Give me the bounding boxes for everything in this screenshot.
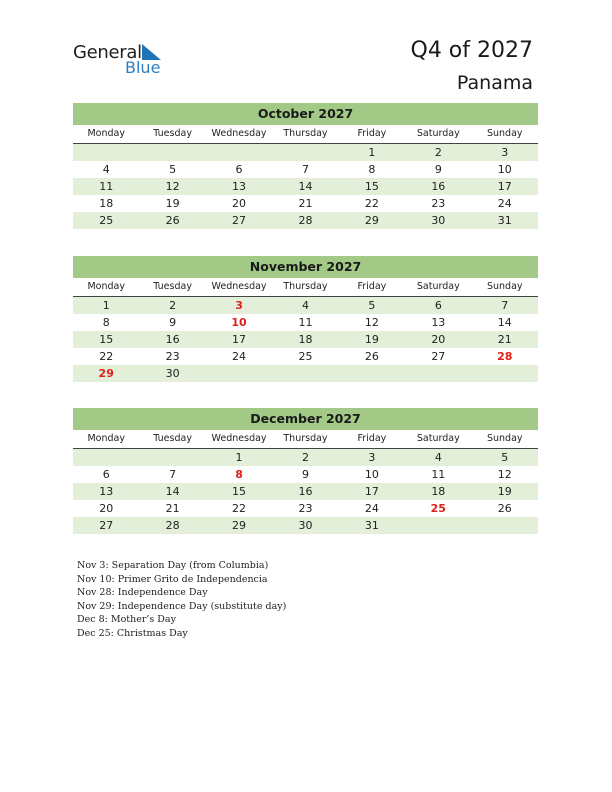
weekday-label: Sunday	[486, 433, 523, 444]
date-cell: 16	[298, 485, 313, 498]
week-row	[73, 466, 538, 483]
date-cell: 18	[99, 197, 114, 210]
date-cell: 23	[165, 350, 180, 363]
date-cell: 14	[497, 316, 512, 329]
date-cell: 11	[298, 316, 313, 329]
date-cell: 13	[232, 180, 247, 193]
date-cell: 20	[232, 197, 247, 210]
date-cell: 7	[501, 299, 509, 312]
date-cell: 7	[301, 163, 309, 176]
weekday-header-row	[73, 125, 538, 144]
date-cell: 5	[368, 299, 376, 312]
date-cell: 15	[364, 180, 379, 193]
date-cell: 7	[169, 468, 177, 481]
date-cell: 21	[165, 502, 180, 515]
logo-general-text: General	[73, 42, 142, 63]
week-row	[73, 331, 538, 348]
date-cell	[472, 517, 538, 534]
date-cell: 5	[501, 451, 509, 464]
holiday-date-cell: 28	[497, 350, 513, 363]
date-cell: 9	[169, 316, 177, 329]
page-title: Q4 of 2027	[410, 38, 533, 63]
week-row	[73, 178, 538, 195]
weekday-label: Friday	[357, 128, 387, 139]
week-row	[73, 483, 538, 500]
weekday-label: Saturday	[416, 281, 460, 292]
holiday-date-cell: 25	[430, 502, 446, 515]
date-cell	[73, 144, 139, 161]
date-cell: 29	[232, 519, 247, 532]
date-cell: 17	[364, 485, 379, 498]
month-block	[73, 256, 538, 382]
date-cell: 31	[497, 214, 512, 227]
date-cell: 30	[431, 214, 446, 227]
date-cell	[73, 449, 139, 466]
weekday-header-row	[73, 430, 538, 449]
date-cell: 20	[99, 502, 114, 515]
logo-blue-text: Blue	[125, 58, 161, 77]
date-cell: 19	[364, 333, 379, 346]
month-header: December 2027	[73, 408, 538, 430]
date-cell: 6	[434, 299, 442, 312]
date-cell	[405, 517, 471, 534]
date-cell	[472, 365, 538, 382]
date-cell: 12	[364, 316, 379, 329]
date-cell: 23	[298, 502, 313, 515]
date-cell: 3	[501, 146, 509, 159]
date-cell: 6	[235, 163, 243, 176]
week-row	[73, 144, 538, 161]
date-cell	[272, 365, 338, 382]
holiday-note: Dec 8: Mother’s Day	[77, 614, 176, 625]
date-cell: 28	[165, 519, 180, 532]
date-cell	[139, 449, 205, 466]
date-cell	[339, 365, 405, 382]
date-cell	[139, 144, 205, 161]
date-cell: 3	[368, 451, 376, 464]
date-cell: 30	[298, 519, 313, 532]
holiday-notes	[77, 559, 286, 640]
date-cell	[272, 144, 338, 161]
date-cell: 4	[301, 299, 309, 312]
date-cell: 16	[431, 180, 446, 193]
weekday-label: Wednesday	[211, 128, 267, 139]
date-cell: 15	[232, 485, 247, 498]
date-cell: 18	[431, 485, 446, 498]
date-cell: 10	[497, 163, 512, 176]
generalblue-logo	[73, 42, 173, 78]
week-row	[73, 517, 538, 534]
date-cell: 17	[232, 333, 247, 346]
country-subtitle: Panama	[456, 72, 533, 94]
date-cell: 21	[298, 197, 313, 210]
weekday-label: Saturday	[416, 433, 460, 444]
week-row	[73, 297, 538, 314]
date-cell: 8	[102, 316, 110, 329]
date-cell: 18	[298, 333, 313, 346]
month-block	[73, 103, 538, 229]
date-cell: 9	[301, 468, 309, 481]
date-cell: 21	[497, 333, 512, 346]
date-cell: 22	[364, 197, 379, 210]
week-row	[73, 161, 538, 178]
weekday-label: Wednesday	[211, 433, 267, 444]
weekday-label: Monday	[87, 128, 125, 139]
weekday-label: Sunday	[486, 281, 523, 292]
holiday-note: Dec 25: Christmas Day	[77, 627, 188, 639]
month-block	[73, 408, 538, 534]
date-cell: 30	[165, 367, 180, 380]
date-cell: 9	[434, 163, 442, 176]
weekday-label: Wednesday	[211, 281, 267, 292]
date-cell: 24	[364, 502, 379, 515]
date-cell: 6	[102, 468, 110, 481]
date-cell: 1	[368, 146, 376, 159]
week-row	[73, 365, 538, 382]
date-cell: 16	[165, 333, 180, 346]
date-cell: 2	[301, 451, 309, 464]
holiday-date-cell: 3	[235, 299, 243, 312]
date-cell: 25	[99, 214, 114, 227]
weekday-label: Friday	[357, 433, 387, 444]
date-cell: 19	[165, 197, 180, 210]
holiday-note: Nov 28: Independence Day	[77, 587, 208, 598]
weekday-label: Tuesday	[153, 128, 192, 139]
holiday-date-cell: 10	[231, 316, 247, 329]
date-cell: 19	[497, 485, 512, 498]
weekday-label: Sunday	[486, 128, 523, 139]
date-cell: 14	[165, 485, 180, 498]
date-cell: 15	[99, 333, 114, 346]
date-cell: 26	[165, 214, 180, 227]
date-cell: 31	[364, 519, 379, 532]
date-cell: 27	[431, 350, 446, 363]
date-cell: 12	[165, 180, 180, 193]
month-header: October 2027	[73, 103, 538, 125]
holiday-date-cell: 29	[98, 367, 114, 380]
date-cell: 17	[497, 180, 512, 193]
holiday-note: Nov 3: Separation Day (from Columbia)	[77, 560, 269, 571]
weekday-label: Tuesday	[153, 281, 192, 292]
week-row	[73, 212, 538, 229]
weekday-label: Friday	[357, 281, 387, 292]
holiday-note: Nov 29: Independence Day (substitute day)	[77, 600, 287, 612]
date-cell: 12	[497, 468, 512, 481]
date-cell: 13	[99, 485, 114, 498]
date-cell	[206, 144, 272, 161]
weekday-label: Monday	[87, 433, 125, 444]
date-cell: 14	[298, 180, 313, 193]
date-cell: 2	[434, 146, 442, 159]
date-cell: 5	[169, 163, 177, 176]
week-row	[73, 314, 538, 331]
date-cell: 1	[102, 299, 110, 312]
date-cell: 28	[298, 214, 313, 227]
week-row	[73, 449, 538, 466]
weekday-label: Tuesday	[153, 433, 192, 444]
date-cell: 29	[364, 214, 379, 227]
week-row	[73, 195, 538, 212]
date-cell: 13	[431, 316, 446, 329]
holiday-date-cell: 8	[235, 468, 243, 481]
date-cell: 20	[431, 333, 446, 346]
holiday-note: Nov 10: Primer Grito de Independencia	[77, 573, 268, 585]
date-cell: 4	[102, 163, 110, 176]
date-cell: 26	[497, 502, 512, 515]
weekday-label: Saturday	[416, 128, 460, 139]
week-row	[73, 500, 538, 517]
date-cell: 25	[298, 350, 313, 363]
date-cell: 1	[235, 451, 243, 464]
date-cell	[405, 365, 471, 382]
date-cell: 4	[434, 451, 442, 464]
date-cell: 24	[497, 197, 512, 210]
week-row	[73, 348, 538, 365]
date-cell: 2	[169, 299, 177, 312]
date-cell: 10	[364, 468, 379, 481]
month-header: November 2027	[73, 256, 538, 278]
date-cell: 11	[431, 468, 446, 481]
date-cell: 27	[232, 214, 247, 227]
date-cell	[206, 365, 272, 382]
date-cell: 22	[99, 350, 114, 363]
weekday-label: Thursday	[283, 281, 328, 292]
weekday-header-row	[73, 278, 538, 297]
date-cell: 11	[99, 180, 114, 193]
weekday-label: Thursday	[283, 433, 328, 444]
weekday-label: Thursday	[283, 128, 328, 139]
date-cell: 26	[364, 350, 379, 363]
date-cell: 8	[368, 163, 376, 176]
date-cell: 22	[232, 502, 247, 515]
weekday-label: Monday	[87, 281, 125, 292]
date-cell: 24	[232, 350, 247, 363]
date-cell: 23	[431, 197, 446, 210]
date-cell: 27	[99, 519, 114, 532]
